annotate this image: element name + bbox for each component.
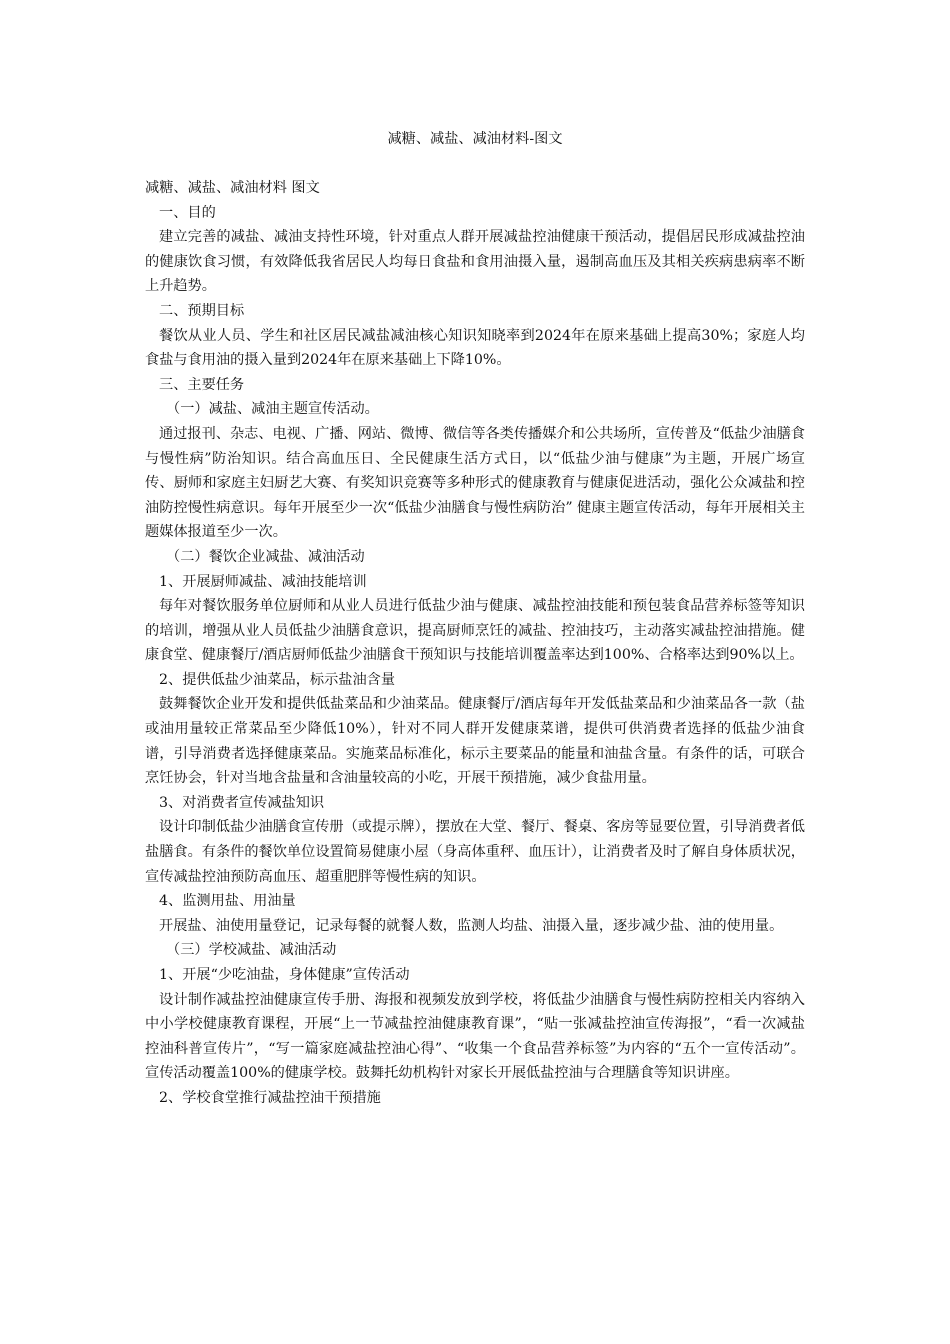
document-body xyxy=(145,176,805,1111)
body-paragraph: 开展盐、油使用量登记，记录每餐的就餐人数，监测人均盐、油摄入量，逐步减少盐、油的使用量。 xyxy=(159,917,784,934)
heading-line: 一、目的 xyxy=(159,204,216,221)
heading-line: （一）减盐、减油主题宣传活动。 xyxy=(166,401,379,418)
heading-line: （三）学校减盐、减油活动 xyxy=(166,942,337,959)
heading-line: 三、主要任务 xyxy=(159,376,245,393)
body-paragraph: 设计印制低盐少油膳食宣传册（或提示牌），摆放在大堂、餐厅、餐桌、客房等显要位置，引导消费者低盐膳食。有条件的餐饮单位设置简易健康小屋（身高体重秤、血压计），让消费者及时了解自身体质状况，宣传减盐控油预防高血压、超重肥胖等慢性病的知识。 xyxy=(145,819,805,885)
body-paragraph: 设计制作减盐控油健康宣传手册、海报和视频发放到学校，将低盐少油膳食与慢性病防控相关内容纳入中小学校健康教育课程，开展“上一节减盐控油健康教育课”，“贴一张减盐控油宣传海报”，“看一次减盐控油科普宣传片”，“写一篇家庭减盐控油心得”、“收集一个食品营养标签”为内容的“五个一宣传活动”。宣传活动覆盖100%的健康学校。鼓舞托幼机构针对家长开展低盐控油与合理膳食等知识讲座。 xyxy=(145,991,805,1082)
heading-line: 3、对消费者宣传减盐知识 xyxy=(159,794,325,811)
heading-line: 1、开展“少吃油盐，身体健康”宣传活动 xyxy=(159,967,410,983)
body-paragraph: 建立完善的减盐、减油支持性环境，针对重点人群开展减盐控油健康干预活动，提倡居民形成减盐控油的健康饮食习惯，有效降低我省居民人均每日食盐和食用油摄入量，遏制高血压及其相关疾病患病率不断上升趋势。 xyxy=(145,229,805,295)
heading-line: （二）餐饮企业减盐、减油活动 xyxy=(166,548,365,565)
body-paragraph: 通过报刊、杂志、电视、广播、网站、微博、微信等各类传播媒介和公共场所，宣传普及“低盐少油膳食与慢性病”防治知识。结合高血压日、全民健康生活方式日，以“低盐少油与健康”为主题，开展广场宣传、厨师和家庭主妇厨艺大赛、有奖知识竞赛等多种形式的健康教育与健康促进活动，强化公众减盐和控油防控慢性病意识。每年开展至少一次“低盐少油膳食与慢性病防治” 健康主题宣传活动，每年开展相关主题媒体报道至少一次。 xyxy=(145,425,805,541)
heading-line: 2、学校食堂推行减盐控油干预措施 xyxy=(159,1089,381,1106)
heading-line: 减糖、减盐、减油材料 图文 xyxy=(145,180,320,196)
body-paragraph: 鼓舞餐饮企业开发和提供低盐菜品和少油菜品。健康餐厅/酒店每年开发低盐菜品和少油菜品各一款（盐或油用量较正常菜品至少降低10%），针对不同人群开发健康菜谱，提供可供消费者选择的低盐少油食谱，引导消费者选择健康菜品。实施菜品标准化，标示主要菜品的能量和油盐含量。有条件的话，可联合烹饪协会，针对当地含盐量和含油量较高的小吃，开展干预措施，减少食盐用量。 xyxy=(145,696,805,787)
document-title: 减糖、减盐、减油材料-图文 xyxy=(387,131,563,147)
heading-line: 4、监测用盐、用油量 xyxy=(159,893,296,910)
heading-line: 2、提供低盐少油菜品，标示盐油含量 xyxy=(159,671,396,688)
heading-line: 1、开展厨师减盐、减油技能培训 xyxy=(159,573,367,590)
heading-line: 二、预期目标 xyxy=(159,302,245,319)
body-paragraph: 餐饮从业人员、学生和社区居民减盐减油核心知识知晓率到2024年在原来基础上提高30%；家庭人均食盐与食用油的摄入量到2024年在原来基础上下降10%。 xyxy=(145,327,805,369)
body-paragraph: 每年对餐饮服务单位厨师和从业人员进行低盐少油与健康、减盐控油技能和预包装食品营养标签等知识的培训，增强从业人员低盐少油膳食意识，提高厨师烹饪的减盐、控油技巧，主动落实减盐控油措施。健康食堂、健康餐厅/酒店厨师低盐少油膳食干预知识与技能培训覆盖率达到100%、合格率达到90%以上。 xyxy=(145,598,805,664)
